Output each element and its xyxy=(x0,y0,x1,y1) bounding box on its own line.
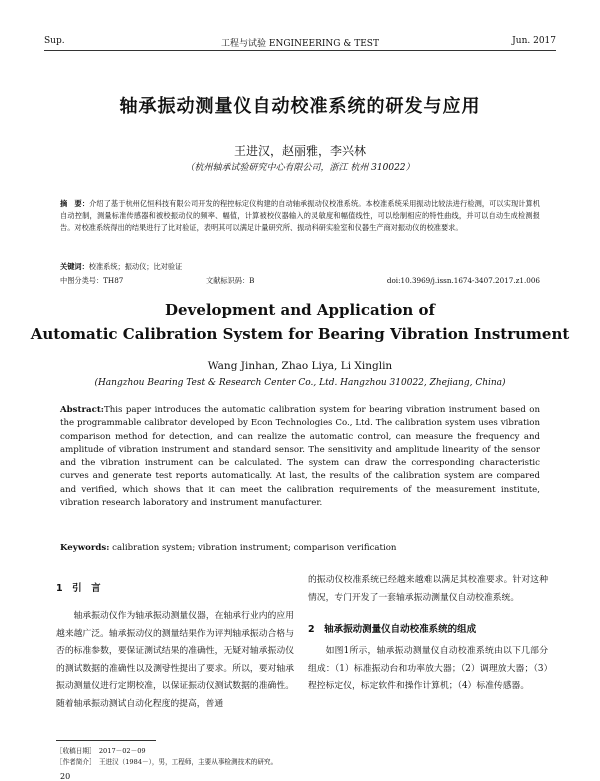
keywords-english-label: Keywords: xyxy=(60,543,110,553)
document-code: 文献标识码：B xyxy=(206,276,255,285)
authors-english: Wang Jinhan, Zhao Liya, Li Xinglin xyxy=(207,360,393,372)
affiliation-english: (Hangzhou Bearing Test & Research Center Co., Ltd. Hangzhou 310022, Zhejiang, China) xyxy=(94,378,506,388)
right-column xyxy=(308,572,548,696)
section-2-text: 如图1所示，轴承振动测量仪自动校准系统由以下几部分组成：（1）标准振动台和功率放大器；（2）调理放大器；（3）程控标定仪，标定软件和操作计算机；（4）标准传感器。 xyxy=(308,646,548,691)
section-2-heading: 2 轴承振动测量仪自动校准系统的组成 xyxy=(308,624,477,635)
abstract-english-label: Abstract: xyxy=(60,405,104,415)
footnote-received: ［收稿日期］ 2017－02－09 xyxy=(56,747,146,755)
keywords-chinese xyxy=(60,262,182,272)
title-english xyxy=(0,298,600,346)
page-number: 20 xyxy=(60,772,71,781)
abstract-chinese xyxy=(60,198,540,234)
footnote-divider xyxy=(56,740,156,741)
affiliation-chinese: （杭州轴承试验研究中心有限公司，浙江 杭州 310022） xyxy=(185,163,415,173)
header-date: Jun. 2017 xyxy=(512,36,556,46)
keywords-chinese-label: 关键词： xyxy=(60,262,89,271)
section-1-heading: 1 引 言 xyxy=(56,583,101,594)
keywords-english-text: calibration system; vibration instrument; comparison verification xyxy=(112,543,397,553)
header-left: Sup. xyxy=(44,36,65,46)
abstract-chinese-label: 摘 要： xyxy=(60,199,90,208)
abstract-english xyxy=(60,404,540,510)
running-header xyxy=(44,36,556,51)
keywords-english xyxy=(60,543,540,553)
left-column xyxy=(56,580,294,713)
title-english-line2: Automatic Calibration System for Bearing Vibration Instrument xyxy=(30,325,570,343)
footnote-author-bio: ［作者简介］ 王进汉（1984－），男，工程师，主要从事检测技术的研究。 xyxy=(56,758,278,766)
section-1-continued: 的振动仪校准系统已经越来越难以满足其校准要求。针对这种情况，专门开发了一套轴承振动测量仪自动校准系统。 xyxy=(308,575,548,603)
keywords-chinese-text: 校准系统；振动仪；比对验证 xyxy=(88,262,183,271)
title-chinese: 轴承振动测量仪自动校准系统的研发与应用 xyxy=(119,96,481,117)
authors-chinese: 王进汉，赵丽雅，李兴林 xyxy=(233,144,366,158)
clc-number: 中图分类号：TH87 xyxy=(60,276,124,285)
abstract-chinese-text: 介绍了基于杭州亿恒科技有限公司开发的程控标定仪构建的自动轴承振动仪校准系统。本校准系统采用振动比较法进行检测，可以实现计算机自动控制，测量标准传感器和被校振动仪的频率、幅值，计算被校仪器输入的灵敏度和幅值线性，可以绘制相应的特性曲线，并可以自动生成检测报告。对校准系统得出的结果进行了比对验证，表明其可以满足计量研究所、振动科研实验室和仪器生产商对振动仪的校准要求。 xyxy=(60,199,540,232)
abstract-english-text: This paper introduces the automatic calibration system for bearing vibration instrument based on the programmable calibrator developed by Econ Technologies Co., Ltd. The calibration system uses vibration comparison method for detection, and can realize the automatic control, can measure the frequency and amplitude of vibration instrument and standard sensor. The sensitivity and amplitude linearity of the sensor and the vibration instrument can be calculated. The system can draw the corresponding characteristic curves and generate test reports automatically. At last, the results of the calibration system are compared and verified, which shows that it can meet the calibration requirements of the measurement institute, vibration research laboratory and instrument manufacturer. xyxy=(60,405,540,509)
title-english-line1: Development and Application of xyxy=(165,301,435,319)
section-1-text: 轴承振动仪作为轴承振动测量仪器，在轴承行业内的应用越来越广泛。轴承振动仪的测量结果作为评判轴承振动合格与否的标准参数，要保证测试结果的准确性，无疑对轴承振动仪的测试数据的准确性以及测량性提出了要求。所以，要对轴承振动测量仪进行定期校准，以保证振动仪测试数据的准确性。随着轴承振动测试自动化程度的提高，普通 xyxy=(56,611,294,709)
header-journal: 工程与试验 ENGINEERING & TEST xyxy=(221,39,379,49)
doi: doi:10.3969/j.issn.1674-3407.2017.z1.006 xyxy=(386,276,540,285)
classification-row xyxy=(60,276,540,287)
